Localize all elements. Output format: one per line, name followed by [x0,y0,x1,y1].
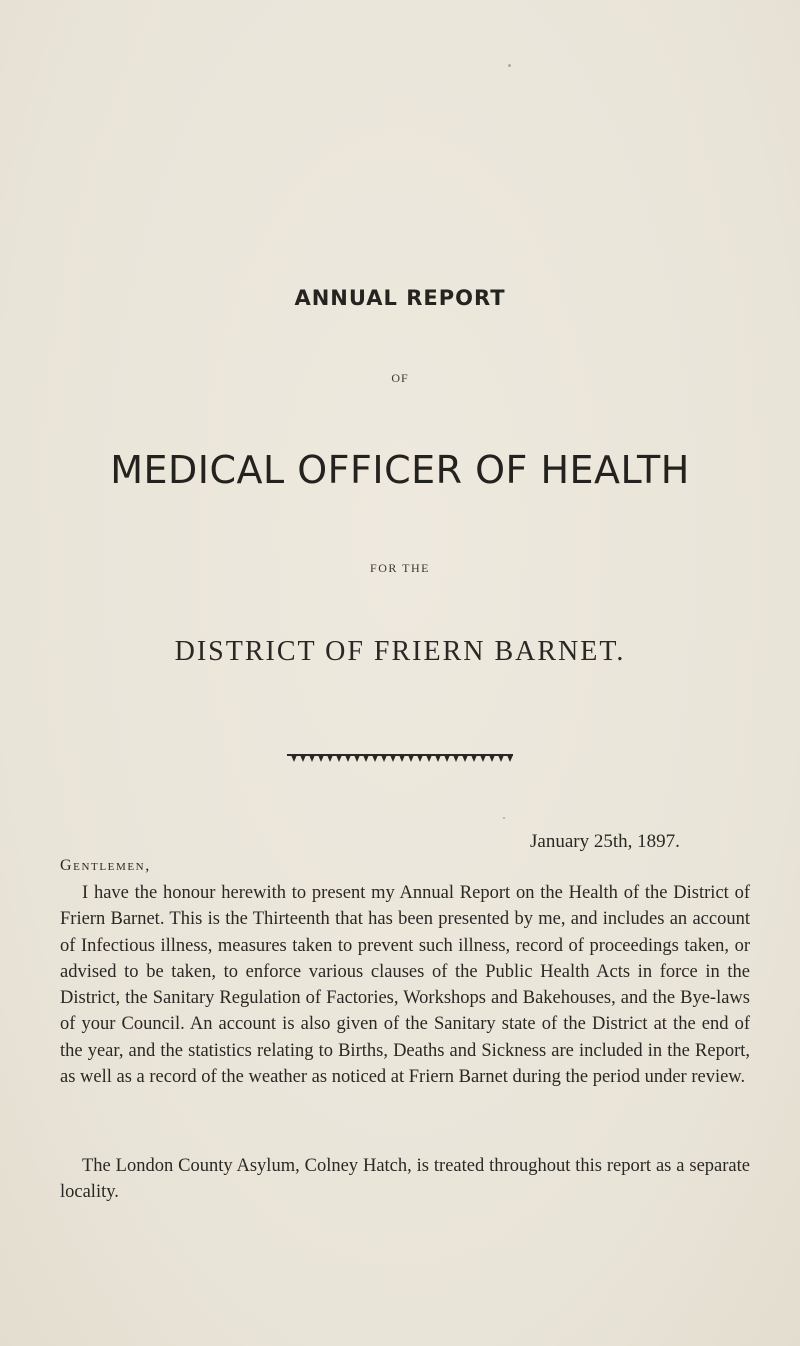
paper-speck [503,817,505,819]
letter-salutation: Gentlemen, [60,857,151,874]
annual-report-heading: ANNUAL REPORT [294,286,506,310]
ornament-tooth [471,755,477,762]
ornament-tooth [336,755,342,762]
ornament-tooth [363,755,369,762]
ornament-tooth [381,755,387,762]
ornament-tooth [291,755,297,762]
ornament-tooth [318,755,324,762]
ornament-tooth [426,755,432,762]
ornament-tooth [417,755,423,762]
ornament-tooth [444,755,450,762]
ornament-tooth [327,755,333,762]
letter-date: January 25th, 1897. [530,831,680,852]
ornament-tooth [435,755,441,762]
ornament-tooth [507,755,513,762]
ornament-tooth [354,755,360,762]
of-label: OF [391,371,409,385]
ornament-tooth [399,755,405,762]
ornament-tooth [489,755,495,762]
ornament-tooth [408,755,414,762]
letter-paragraph-1: I have the honour herewith to present my Annual Report on the Health of the District of Friern Barnet. This is the Thirteenth that has been presented by me, and includes an account of Infectious illness, measures taken to prevent such illness, record of proceedings taken, or advised to be taken, to enforce various clauses of the Public Health Acts in force in the District, the Sanitary Regulation of Factories, Workshops and Bakehouses, and the Bye-laws of your Council. An account is also given of the Sanitary state of the District at the end of the year, and the statistics relating to Births, Deaths and Sickness are included in the Report, as well as a record of the weather as noticed at Friern Barnet during the period under review. [60,883,750,1088]
ornament-tooth [345,755,351,762]
ornament-tooth [462,755,468,762]
letter-paragraph-2: The London County Asylum, Colney Hatch, is treated throughout this report as a separate locality. [60,1156,750,1203]
ornament-tooth [300,755,306,762]
ornament-tooth [372,755,378,762]
ornament-tooth [480,755,486,762]
district-heading: DISTRICT OF FRIERN BARNET. [174,636,626,667]
ornament-tooth [453,755,459,762]
ornament-tooth [390,755,396,762]
ornament-tooth [309,755,315,762]
for-the-label: FOR THE [370,561,430,575]
paper-speck [508,64,511,67]
decorative-rule-icon [285,751,515,765]
page-title: MEDICAL OFFICER OF HEALTH [110,448,690,492]
ornament-tooth [498,755,504,762]
